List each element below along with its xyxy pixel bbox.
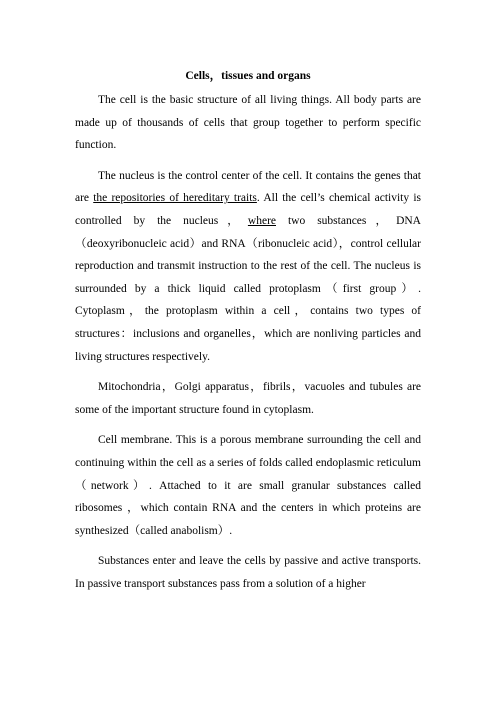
- paragraph-cell-membrane: Cell membrane. This is a porous membrane surrounding the cell and continuing within the cell as a series of folds called endoplasmic reticulum（network）. Attached to it are small granular substances called ribosomes ，which contain RNA and the centers in which proteins are synthesized（called anabolism）.: [75, 434, 421, 537]
- document-title: Cells，tissues and organs: [185, 70, 311, 82]
- paragraph-cytoplasm-structures: Mitochondria，Golgi apparatus，fibrils，vacuoles and tubules are some of the important structure found in cytoplasm.: [75, 381, 421, 416]
- paragraph-transport: Substances enter and leave the cells by passive and active transports. In passive transport substances pass from a solution of a higher: [75, 555, 421, 590]
- paragraph-nucleus-text-3: two substances，DNA（deoxyribonucleic acid）and RNA（ribonucleic acid），control cellular reproduction and transmit instruction to the rest of the cell. The nucleus is surrounded by a thick liquid called protoplasm（first group）. Cytoplasm，the protoplasm within a cell，contains two types of structures：inclusions and organelles，which are nonliving particles and living structures respectively.: [75, 214, 421, 363]
- document-body: [75, 89, 421, 603]
- paragraph-cell-basics: The cell is the basic structure of all living things. All body parts are made up of thousands of cells that group together to perform specific function.: [75, 94, 421, 152]
- underlined-phrase-hereditary-traits: the repositories of hereditary traits: [93, 192, 257, 205]
- paragraph-nucleus-text-2: . All the cell’s chemical activity is controlled by the nucleus，: [75, 192, 421, 227]
- underlined-word-where: where: [247, 214, 276, 227]
- paragraph-nucleus: [75, 165, 421, 368]
- paragraph-nucleus-text-1: The nucleus is the control center of the cell. It contains the genes that are: [75, 169, 421, 205]
